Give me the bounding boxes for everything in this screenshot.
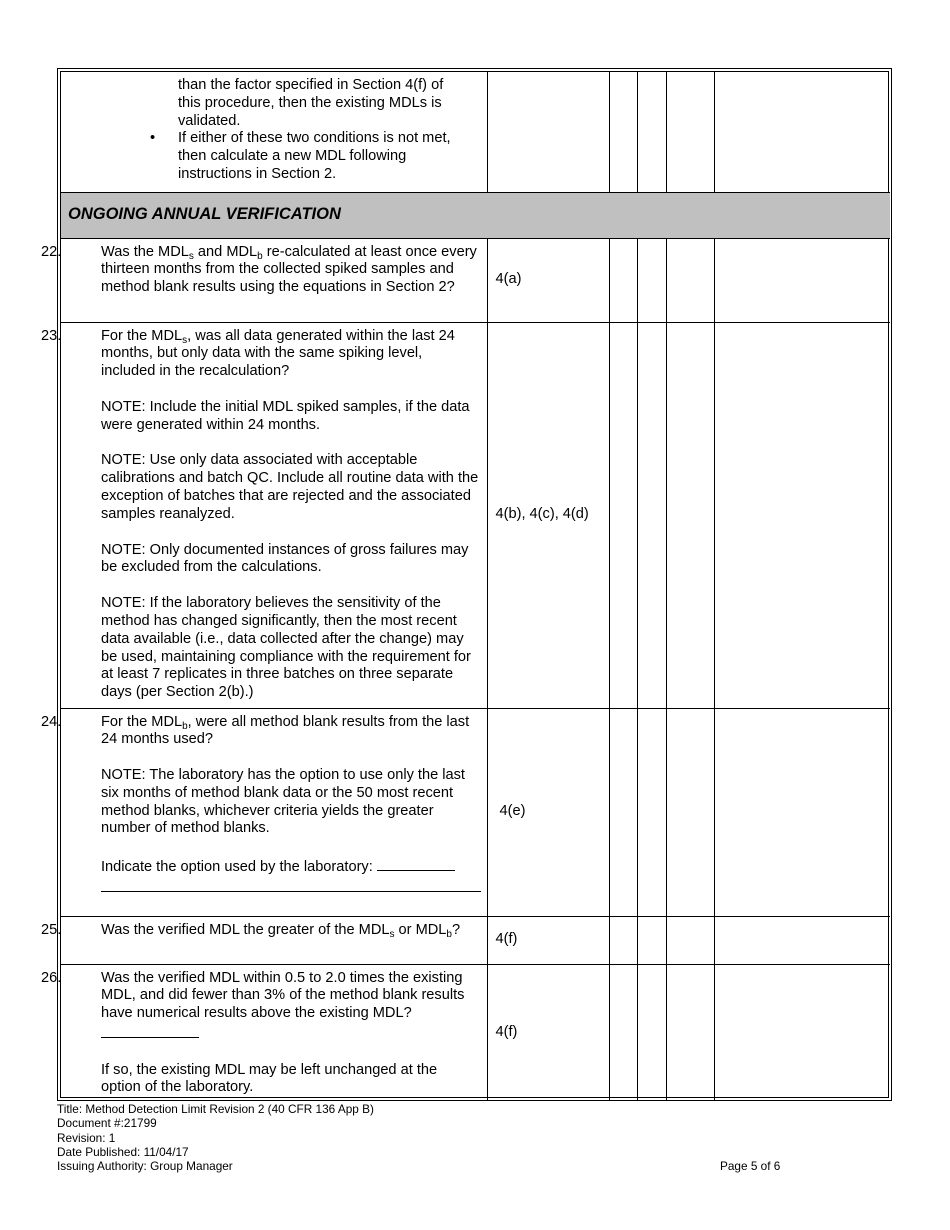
question-number: 25.: [41, 921, 62, 938]
check-cell[interactable]: [609, 72, 637, 192]
table-row-item-26: [61, 964, 890, 1101]
question-cell: [41, 708, 487, 916]
question-text: 25. Was the verified MDL the greater of the $MDL_s$ or $MDL_b$?: [41, 921, 461, 940]
checklist-table-frame: [41, 68, 892, 1101]
footer-revision: Revision: 1: [57, 1130, 116, 1145]
check-cell[interactable]: [637, 72, 666, 192]
comment-cell[interactable]: [714, 964, 890, 1101]
question-number: 23.: [41, 327, 62, 344]
check-cell[interactable]: [609, 916, 637, 964]
check-cell[interactable]: [666, 964, 714, 1101]
comment-cell[interactable]: [714, 322, 890, 708]
continuation-line: validated.: [178, 112, 241, 129]
footer-issuing-authority: Issuing Authority: Group Manager: [57, 1159, 233, 1174]
bullet-line: then calculate a new MDL following: [178, 148, 407, 165]
bullet-item: [150, 130, 481, 183]
table-row-item-24: [61, 708, 890, 916]
continuation-cell: [61, 72, 487, 192]
reference-cell: 4(a): [487, 238, 609, 322]
table-row-item-22: [61, 238, 890, 322]
check-cell[interactable]: [609, 238, 637, 322]
question-text: 26. Was the verified MDL within 0.5 to 2.0 times the existing MDL, and did fewer than 3% of the method blank results have numerical results above the existing MDL?: [71, 970, 481, 1044]
question-cell: [41, 238, 487, 322]
question-text: 22. Was the $MDL_s$ and $MDL_b$ re-calculated at least once every thirteen months from the collected spiked samples and method blank results using the equations in Section 2?: [41, 243, 477, 296]
check-cell[interactable]: [637, 916, 666, 964]
check-cell[interactable]: [666, 322, 714, 708]
footer-title: Title: Method Detection Limit Revision 2 (40 CFR 136 App B): [57, 1102, 374, 1116]
table-row-continuation: [61, 72, 890, 192]
footer-document-number: Document #:21799: [57, 1116, 157, 1131]
note-text: NOTE: Use only data associated with acceptable calibrations and batch QC. Include all routine data with the exception of batches that are rejected and the associated samples reanalyzed.: [101, 452, 479, 522]
question-number: 22.: [41, 243, 62, 260]
reference-cell: 4(b), 4(c), 4(d): [487, 322, 609, 708]
bullet-line: If either of these two conditions is not met,: [178, 130, 451, 147]
question-number: 26.: [41, 969, 62, 986]
footer-date-published: Date Published: 11/04/17: [57, 1144, 189, 1159]
comment-cell[interactable]: [714, 916, 890, 964]
question-number: 24.: [41, 713, 62, 730]
question-cell: [41, 322, 487, 708]
continuation-line: than the factor specified in Section 4(f) of: [178, 77, 444, 93]
question-text: 24. For the $MDL_b$, were all method blank results from the last 24 months used?: [41, 713, 470, 748]
comment-cell[interactable]: [714, 72, 890, 192]
question-cell: [41, 916, 487, 964]
note-text: NOTE: Include the initial MDL spiked samples, if the data were generated within 24 months.: [101, 398, 470, 433]
follow-up-text: If so, the existing MDL may be left unchanged at the option of the laboratory.: [101, 1061, 438, 1096]
note-text: NOTE: The laboratory has the option to use only the last six months of method blank data or the 50 most recent method blanks, whichever criteria yields the greater number of method blanks.: [101, 767, 465, 837]
check-cell[interactable]: [637, 964, 666, 1101]
check-cell[interactable]: [666, 916, 714, 964]
reference-cell: 4(f): [487, 916, 609, 964]
table-row-item-25: [61, 916, 890, 964]
note-text: NOTE: Only documented instances of gross failures may be excluded from the calculations.: [101, 541, 469, 576]
question-text: 23. For the $MDL_s$, was all data generated within the last 24 months, but only data with the same spiking level, included in the recalculation?: [41, 327, 455, 380]
option-blank-line[interactable]: [101, 877, 481, 892]
document-footer: [57, 1102, 892, 1173]
table-row-section-heading: [61, 192, 890, 238]
check-cell[interactable]: [609, 964, 637, 1101]
question-cell: [41, 964, 487, 1101]
bullet-icon: •: [150, 130, 156, 147]
check-cell[interactable]: [666, 238, 714, 322]
option-label: Indicate the option used by the laboratory:: [101, 859, 373, 876]
check-cell[interactable]: [637, 238, 666, 322]
checklist-table: [41, 72, 890, 1101]
check-cell[interactable]: [637, 322, 666, 708]
comment-cell[interactable]: [714, 708, 890, 916]
check-cell[interactable]: [609, 322, 637, 708]
continuation-line: this procedure, then the existing MDLs is: [178, 94, 442, 111]
check-cell[interactable]: [637, 708, 666, 916]
reference-cell: 4(e): [487, 708, 609, 916]
option-blank[interactable]: [377, 856, 455, 871]
reference-cell: [487, 72, 609, 192]
check-cell[interactable]: [666, 72, 714, 192]
check-cell[interactable]: [666, 708, 714, 916]
option-line: [71, 856, 481, 898]
note-text: NOTE: If the laboratory believes the sensitivity of the method has changed significantly, then the most recent data available (i.e., data collected after the change) may be used, maintaining compliance with the requirement for at least 7 replicates in three batches on three separate days (per Section 2(b).): [101, 595, 471, 701]
section-heading: ONGOING ANNUAL VERIFICATION: [61, 192, 890, 238]
reference-cell: 4(f): [487, 964, 609, 1101]
answer-blank[interactable]: [101, 1023, 199, 1038]
checklist-table-inner-frame: [41, 71, 889, 1098]
check-cell[interactable]: [609, 708, 637, 916]
bullet-line: instructions in Section 2.: [178, 165, 337, 182]
table-row-item-23: [61, 322, 890, 708]
page-number: Page 5 of 6: [720, 1159, 781, 1173]
comment-cell[interactable]: [714, 238, 890, 322]
